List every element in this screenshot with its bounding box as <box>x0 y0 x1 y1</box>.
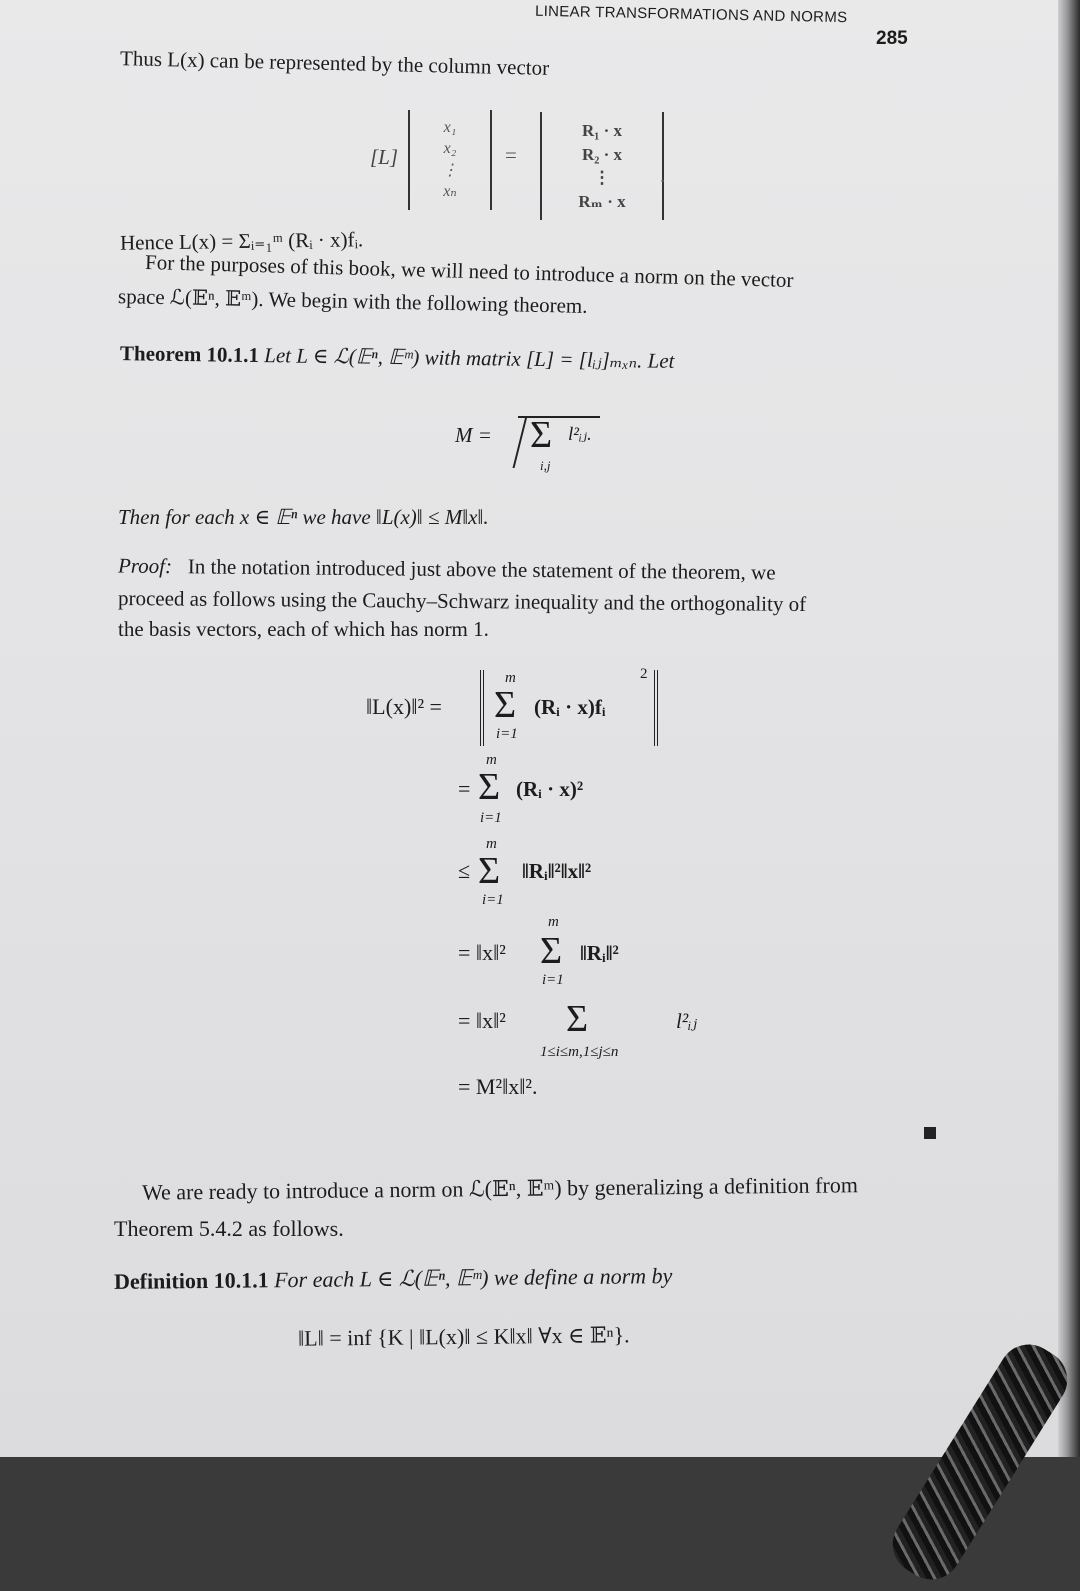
deriv-2-sum: Σ <box>478 766 501 808</box>
deriv-1-top: m <box>505 670 516 686</box>
vector-period: . <box>660 163 666 187</box>
deriv-3-eq: ≤ <box>458 858 471 883</box>
deriv-2-eq: = <box>458 776 471 801</box>
qed-square <box>924 1127 936 1139</box>
m-lhs: M = <box>455 423 492 447</box>
deriv-1-body: (Rᵢ · x)fᵢ <box>534 695 606 719</box>
definition-block <box>114 1261 673 1297</box>
theorem-sum-sub: i,j <box>540 458 551 473</box>
para2-line2: Theorem 5.4.2 as follows. <box>114 1216 344 1241</box>
vec-x-1: x₁ <box>443 118 457 136</box>
theorem-label: Theorem 10.1.1 <box>119 341 260 368</box>
proof-line2: proceed as follows using the Cauchy–Schwarz inequality and the orthogonality of <box>117 585 807 617</box>
vec-r-m: Rₘ · x <box>578 191 626 211</box>
deriv-2-bottom: i=1 <box>480 810 502 826</box>
page-edge-shadow <box>1058 0 1080 1457</box>
deriv-4-bottom: i=1 <box>542 972 564 988</box>
theorem-conclusion: Then for each x ∈ 𝔼ⁿ we have ‖L(x)‖ ≤ M‖x‖. <box>118 505 489 529</box>
deriv-5-sum: Σ <box>566 998 589 1040</box>
vector-x <box>408 110 492 210</box>
vec-r-3: ⋮ <box>593 168 611 188</box>
deriv-lhs: ‖L(x)‖² = <box>366 694 442 719</box>
deriv-5-sub: 1≤i≤m,1≤j≤n <box>540 1044 619 1060</box>
page-number: 285 <box>876 28 908 49</box>
deriv-1-bottom: i=1 <box>496 726 518 742</box>
deriv-4-sum: Σ <box>540 930 563 972</box>
deriv-5-eq: = ‖x‖² <box>458 1008 506 1033</box>
vector-equals: = <box>505 143 517 167</box>
proof-text-1: In the notation introduced just above the statement of the theorem, we <box>187 554 776 585</box>
vec-r-2: R₂ · x <box>581 144 623 164</box>
vec-r-1: R₁ · x <box>581 121 623 141</box>
vec-x-n: xₙ <box>443 183 457 201</box>
matrix-label: [L] <box>370 145 399 169</box>
deriv-3-top: m <box>486 836 497 852</box>
deriv-3-sum: Σ <box>478 850 501 892</box>
hence-line: Hence L(x) = Σᵢ₌₁ᵐ (Rᵢ · x)fᵢ. <box>119 227 364 255</box>
theorem-sum: Σ <box>530 414 553 456</box>
deriv-4-eq: = ‖x‖² <box>458 940 506 965</box>
proof-label: Proof: <box>117 553 173 579</box>
vec-x-2: x₂ <box>443 140 457 158</box>
deriv-1-sum: Σ <box>494 684 517 726</box>
deriv-3-bottom: i=1 <box>482 892 504 908</box>
theorem-block <box>120 338 675 376</box>
proof-line1 <box>118 551 776 588</box>
running-head: LINEAR TRANSFORMATIONS AND NORMS <box>534 2 848 27</box>
theorem-term-value: l²ᵢⱼ <box>568 424 587 445</box>
para2-line1: We are ready to introduce a norm on ℒ(𝔼ⁿ, 𝔼ᵐ) by generalizing a definition from <box>141 1172 858 1205</box>
theorem-term-period: . <box>587 424 592 445</box>
deriv-5-term: l²ᵢⱼ <box>676 1009 697 1033</box>
deriv-2-body: (Rᵢ · x)² <box>516 777 584 801</box>
definition-statement: For each L ∈ ℒ(𝔼ⁿ, 𝔼ᵐ) we define a norm by <box>273 1263 673 1293</box>
theorem-statement: Let L ∈ ℒ(𝔼ⁿ, 𝔼ᵐ) with matrix [L] = [lᵢⱼ]ₘₓₙ. Let <box>264 343 675 373</box>
deriv-4-top: m <box>548 914 559 930</box>
deriv-1-exp: 2 <box>640 666 648 682</box>
vector-r <box>540 112 664 220</box>
vec-x-3: ⋮ <box>442 161 458 179</box>
deriv-3-body: ‖Rᵢ‖²‖x‖² <box>522 859 592 883</box>
intro-line: Thus L(x) can be represented by the column vector <box>119 46 550 80</box>
para1-line1: For the purposes of this book, we will need to introduce a norm on the vector <box>144 249 794 293</box>
para1-line2: space ℒ(𝔼ⁿ, 𝔼ᵐ). We begin with the following theorem. <box>117 284 588 318</box>
proof-line3: the basis vectors, each of which has norm 1. <box>118 617 489 641</box>
theorem-term <box>568 420 592 450</box>
definition-formula: ‖L‖ = inf {K | ‖L(x)‖ ≤ K‖x‖ ∀x ∈ 𝔼ⁿ}. <box>297 1322 630 1351</box>
deriv-6: = M²‖x‖². <box>458 1074 538 1099</box>
deriv-2-top: m <box>486 752 497 768</box>
definition-label: Definition 10.1.1 <box>113 1267 269 1294</box>
deriv-4-body: ‖Rᵢ‖² <box>580 941 619 965</box>
